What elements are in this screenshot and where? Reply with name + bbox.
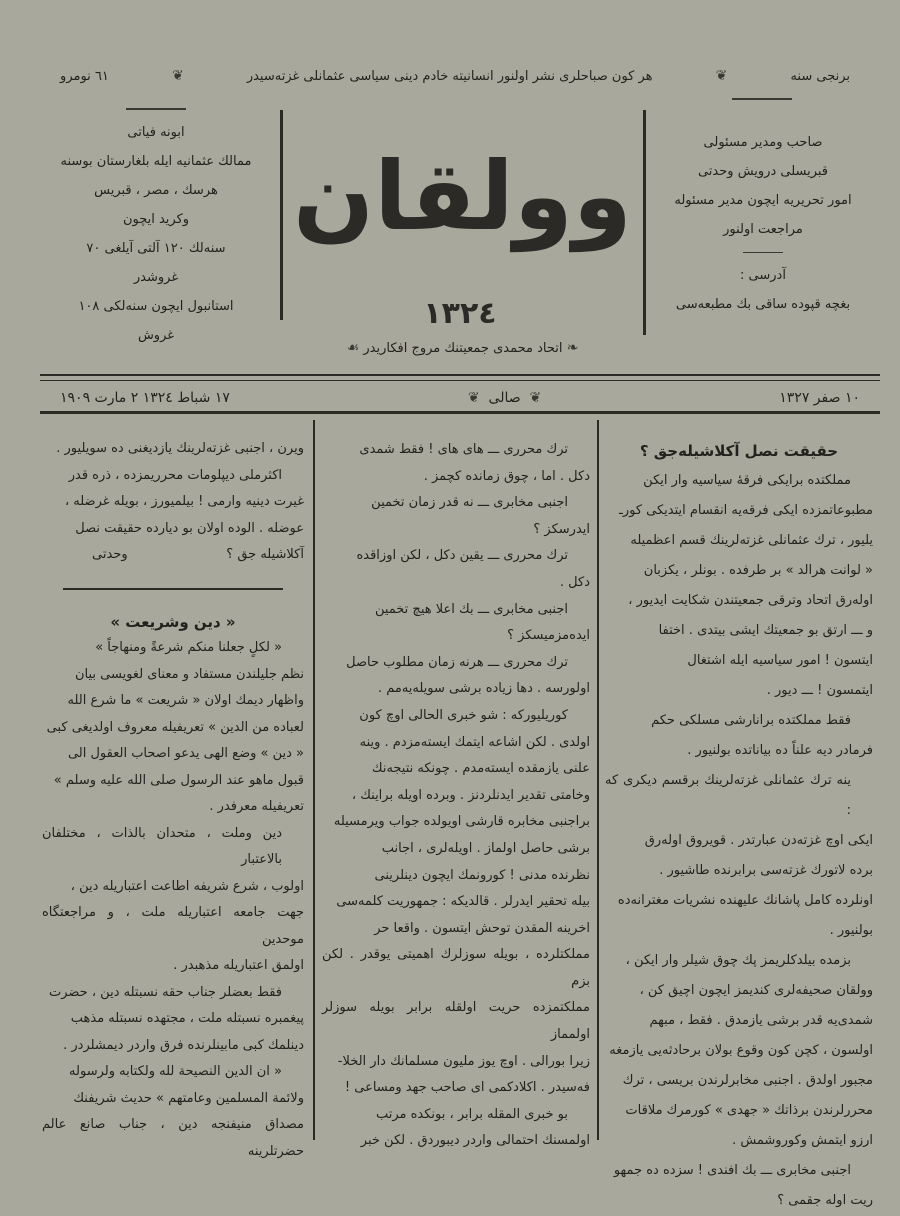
article-title: حقیقت نصل آكلاشیله‌جق ؟ bbox=[639, 442, 839, 460]
article-title: « دین وشریعت » bbox=[110, 612, 236, 631]
section-ornament bbox=[42, 569, 304, 609]
divider bbox=[126, 108, 186, 110]
text-line: بولنیور . bbox=[829, 923, 873, 938]
text-line: كوریلیوركه : شو خبری الحالی اوچ كون bbox=[359, 707, 568, 723]
divider bbox=[40, 380, 880, 381]
divider bbox=[40, 374, 880, 376]
text-line: اجنبی مخابری ـــ بك افندی ! سزده ده جمهو bbox=[613, 1163, 851, 1178]
text-line: عوضله . الوده اولان بو دیارده حقیقت نصل bbox=[75, 520, 304, 536]
text-line: برشی حاصل اولماز . اویله‌لری ، اجانب bbox=[381, 840, 590, 856]
text-line: « لوانت هرالد » بر طرفده . بونلر ، یكزبان bbox=[643, 563, 873, 578]
tagline-description: هر كون صباحلری نشر اولنور انسانیته خادم دینی سیاسی عثمانلی غزته‌سیدر bbox=[246, 68, 653, 84]
text-line: اونلرده كامل پاشانك علیهنده نشریات مغترانه‌ده bbox=[617, 893, 873, 908]
text-line: تعریفیله معرفدر . bbox=[209, 799, 304, 814]
divider bbox=[732, 98, 792, 100]
text-line: بو خبری المقله برابر ، بونكده مرتب bbox=[375, 1106, 568, 1122]
year-label: برنجی سنه bbox=[790, 68, 850, 84]
text-line: مصداق منیفنجه دین ، جناب صانع عالم حضرتلرینه bbox=[42, 1117, 304, 1159]
ornament-icon: ❦ bbox=[529, 390, 542, 406]
text-line: دكل . اما ، چوق زمانده كچمز . bbox=[423, 468, 590, 484]
weekday bbox=[468, 390, 541, 406]
text-line: « دین » وضع الهی یدعو اصحاب العقول الی bbox=[67, 746, 304, 761]
text-line: اوله‌رق اتحاد وترقی جمعیتندن شكایت ایدیور ، bbox=[628, 593, 873, 608]
text-line: ایتمسون ! ـــ دیور . bbox=[766, 683, 873, 698]
publisher-line: مراجعت اولنور bbox=[723, 222, 803, 237]
text-line: مملكتلرده ، بویله سوزلرك اهمیتی یوقدر . لكن بزم bbox=[322, 947, 590, 989]
text-line: یلیور ، ترك عثمانلی غزته‌لرینك قسم اعظمیله bbox=[630, 533, 873, 548]
hijri-date: ١٠ صفر ١٣٢٧ bbox=[779, 390, 860, 406]
subscription-line: استانبول ایچون سنه‌لكی ١٠٨ bbox=[78, 299, 234, 314]
text-line: ولائمة المسلمین وعامتهم » حدیث شریفنك bbox=[73, 1090, 304, 1106]
publisher-line: امور تحریریه ایچون مدیر مسئوله bbox=[674, 193, 852, 208]
ornament-icon: ❦ bbox=[467, 390, 480, 406]
divider bbox=[643, 110, 646, 335]
text-line: مملكتده برایكی فرقهٔ سیاسیه وار ایكن bbox=[643, 473, 851, 488]
text-line: نظرنده مدنی ! كورونمك ایچون دینلرینی bbox=[374, 867, 590, 883]
text-line: اولدی . لكن اشاعه ایتمك ایسته‌مزدم . وینه bbox=[359, 734, 590, 750]
text-line: زیرا بورالی . اوچ یوز ملیون مسلمانك دار الخلا- bbox=[337, 1053, 590, 1069]
column-divider bbox=[313, 420, 315, 1140]
date-row bbox=[40, 385, 880, 411]
text-line: دینلمك كبی مابینلرنده فرق واردر دیمشلردر . bbox=[63, 1037, 304, 1053]
text-line: اولوب ، شرع شریفه اطاعت اعتباریله دین ، bbox=[70, 878, 304, 894]
article-right-column bbox=[605, 436, 873, 1216]
column-divider bbox=[597, 420, 599, 1140]
weekday-text: صالی bbox=[488, 390, 521, 406]
publisher-info bbox=[652, 128, 874, 319]
motto bbox=[290, 340, 635, 356]
ornament-icon: ☙ bbox=[346, 340, 360, 356]
tagline bbox=[60, 62, 850, 90]
subscription-line: ممالك عثمانیه ایله بلغارستان بوسنه bbox=[60, 154, 252, 169]
author-signature: وحدتی bbox=[92, 547, 128, 562]
subscription-line: غروش bbox=[137, 328, 175, 343]
article-middle-column bbox=[322, 437, 590, 1155]
text-line: ایتسون ! امور سیاسیه ایله اشتغال bbox=[687, 653, 873, 668]
address-label: آدرسی : bbox=[740, 268, 786, 283]
text-line: اولورسه . دها زیاده برشی سویله‌یه‌مم . bbox=[377, 681, 590, 697]
text-line: اخرینه المقدن توحش ایتسون . واقعا حر bbox=[374, 920, 590, 936]
text-line: نظم جلیلندن مستفاد و معنای لغویسی بیان bbox=[74, 666, 304, 682]
subscription-line: سنه‌لك ١٢٠ آلتی آیلغی ٧٠ bbox=[86, 241, 226, 256]
text-line: علنی یازمقده ایسته‌مدم . چونكه نتیجه‌نك bbox=[371, 761, 590, 777]
article-last-line: آكلاشیله جق ؟ bbox=[226, 547, 304, 562]
text-line: ترك محرری ـــ هرنه زمان مطلوب حاصل bbox=[346, 654, 568, 670]
subscription-line: هرسك ، مصر ، قبریس bbox=[94, 183, 218, 198]
text-line: بزمده بیلدكلریمز پك چوق شیلر وار ایكن ، bbox=[625, 953, 851, 968]
text-line: اولمق اعتباریله مذهبدر . bbox=[173, 958, 304, 973]
publisher-line: قبریسلی درویش وحدتی bbox=[697, 164, 829, 179]
subscription-info bbox=[40, 100, 272, 350]
text-line: جهت جامعه اعتباریله ملت ، و مراجعتگاه موحدین bbox=[42, 905, 304, 947]
article-ending bbox=[42, 542, 304, 569]
text-line: شمدی‌یه قدر برشی یازمدق . فقط ، مبهم bbox=[649, 1013, 873, 1028]
text-line: قبول ماهو عند الرسول صلی الله علیه وسلم » bbox=[53, 772, 304, 788]
text-line: و ـــ ارتق بو جمعیتك ایشی بیتدی . اختفا bbox=[658, 623, 873, 638]
text-line: پیغمبره نسبتله ملت ، مجتهده نسبتله مذهب bbox=[70, 1011, 304, 1026]
rumi-gregorian-date: ١٧ شباط ١٣٢٤ ٢ مارت ١٩٠٩ bbox=[60, 390, 230, 406]
text-line: ویرن ، اجنبی غزته‌لرینك یازدیغنی ده سویلیور . bbox=[56, 441, 304, 456]
masthead-year: ١٣٢٤ bbox=[423, 296, 497, 331]
text-line: ترك محرری ـــ های های ! فقط شمدی bbox=[359, 442, 568, 457]
text-line: فرمادر دیه علناً ده بیاناتده بولنیور . bbox=[687, 743, 873, 758]
text-line: ایده‌مزمیسكز ؟ bbox=[507, 628, 590, 644]
subscription-line: وكرید ایچون bbox=[122, 212, 190, 227]
text-line: ایكی اوچ غزته‌دن عبارتدر . قویروق اوله‌رق bbox=[644, 833, 873, 848]
article-left-column bbox=[42, 436, 304, 1165]
text-line: ریت اوله جقمی ؟ bbox=[777, 1193, 873, 1208]
address: بغچه قپوده ساقی بك مطبعه‌سی bbox=[675, 297, 851, 312]
text-line: مطبوعاتمزده ایكی فرقه‌یه انقسام ایتدیكی كورـ bbox=[619, 503, 873, 518]
motto-text: اتحاد محمدی جمعیتنك مروج افكاریدر bbox=[363, 341, 563, 356]
text-line: بیله تحقیر ایدرلر . قالدیكه : جمهوریت كلمه‌سی bbox=[336, 894, 590, 910]
text-line: براجنبی مخابره قارشی اویولده جواب ویرمسیله bbox=[333, 814, 590, 830]
divider bbox=[280, 110, 283, 320]
text-line: واظهار دیمك اولان « شریعت » ما شرع الله bbox=[67, 693, 304, 708]
ornament-icon: ❦ bbox=[715, 68, 728, 84]
divider bbox=[743, 252, 783, 253]
text-line: مملكتمزده حریت اولقله برابر بویله سوزلر اولمماز bbox=[322, 1000, 590, 1043]
text-line: ینه ترك عثمانلی غزته‌لرینك برقسم دیكری كه : bbox=[605, 773, 851, 818]
text-line: وولقان صحیفه‌لری كندیمز ایچون اچیق كن ، bbox=[639, 983, 873, 998]
text-line: ترك محرری ـــ یقین دكل ، لكن اوزاقده bbox=[356, 548, 568, 564]
text-line: مجبور اولدق . اجنبی مخابرلرندن بریسی ، ترك bbox=[622, 1073, 873, 1088]
subscription-line: غروشدر bbox=[133, 270, 179, 285]
ornament-icon: ❦ bbox=[172, 68, 184, 84]
text-line: فقط مملكتده برانارشی مسلكی حكم bbox=[651, 713, 851, 728]
text-line: اجنبی مخابری ـــ نه قدر زمان تخمین bbox=[371, 495, 568, 511]
text-line: لعباده من الدین » تعریفیله معروف اولدیغی كبی bbox=[46, 719, 304, 735]
masthead-logo: وولقان bbox=[293, 142, 632, 252]
text-line: ارزو ایتمش وكوروشمش . bbox=[732, 1133, 873, 1148]
text-line: « لكلٍ جعلنا منكم شرعةً ومنهاجاً » bbox=[95, 640, 282, 655]
text-line: اكثرملی دیپلومات محرریمزده ، ذره قدر bbox=[68, 467, 282, 483]
text-line: ایدرسكز ؟ bbox=[533, 521, 590, 537]
text-line: اولسون ، كچن كون وقوع بولان برحادثه‌یی یازمغه bbox=[609, 1043, 873, 1058]
subscription-line: ابونه فیاتی bbox=[127, 125, 185, 140]
text-line: غیرت دینیه وارمی ! بیلمیورز ، بویله غرضله ، bbox=[64, 494, 304, 509]
publisher-line: صاحب ومدیر مسئولی bbox=[703, 135, 823, 150]
text-line: « ان الدین النصیحة لله ولكتابه ولرسوله bbox=[69, 1064, 282, 1079]
text-line: برده لاتورك غزته‌سی برابرنده طاشیور . bbox=[659, 863, 873, 878]
ornament-icon: ❧ bbox=[566, 340, 579, 356]
text-line: دین وملت ، متحدان بالذات ، مختلفان بالاعتبار bbox=[42, 825, 282, 867]
text-line: وخامتی تقدیر ایدنلردنز . وبرده اویله براینك ، bbox=[351, 787, 590, 803]
text-line: محررلرندن برذاتك « جهدی » كورمرك ملاقات bbox=[625, 1103, 873, 1118]
divider bbox=[40, 411, 880, 414]
text-line: فقط بعضلر جناب حقه نسبتله دین ، حضرت bbox=[49, 984, 282, 1000]
issue-number: ٦١ نومرو bbox=[60, 68, 109, 84]
text-line: اجنبی مخابری ـــ بك اعلا هیچ تخمین bbox=[374, 601, 568, 617]
text-line: اولمسنك احتمالی واردر دیبوردق . لكن خبر bbox=[360, 1133, 590, 1149]
text-line: فه‌سیدر . اكلادكمی ای صاحب جهد ومساعی ! bbox=[344, 1080, 590, 1096]
text-line: دكل . bbox=[559, 574, 590, 590]
